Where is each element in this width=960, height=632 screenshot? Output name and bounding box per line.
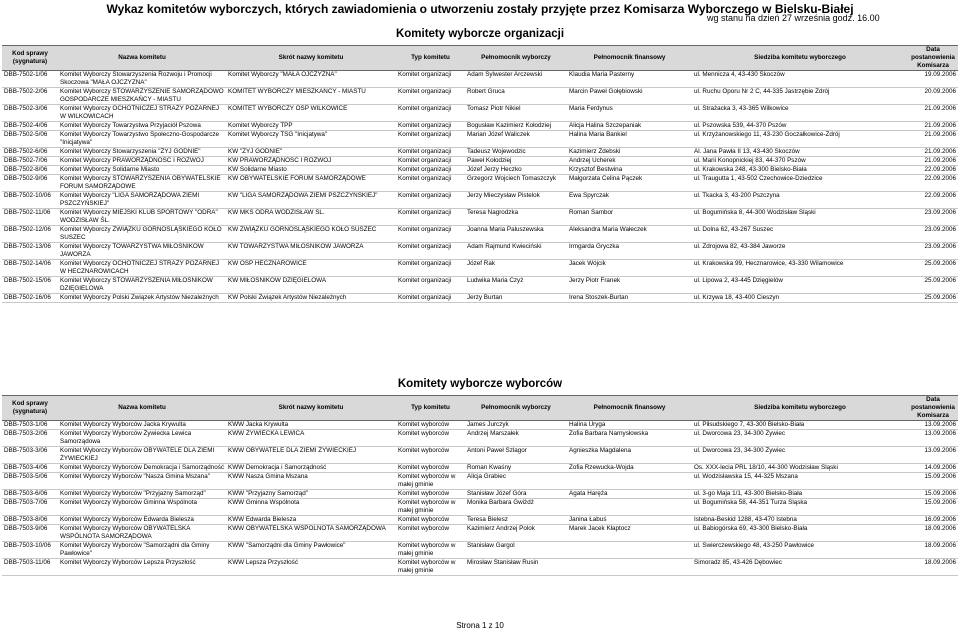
seat-cell: ul. Pszowska 539, 44-370 Pszów [692, 122, 908, 131]
committee-type-cell: Komitet organizacji [396, 277, 465, 294]
committee-name-cell: Komitet Wyborczy Wyborców Demokracja i Samorządność [60, 464, 225, 471]
financial-agent-cell: Marek Jacek Kłaptocz [567, 525, 692, 542]
seat-cell: ul. Tkacka 3, 43-200 Pszczyna [692, 192, 908, 209]
short-name-cell: KWW ŻYWIECKA LEWICA [226, 430, 396, 447]
seat-cell: Al. Jana Pawła II 13, 43-430 Skoczów [692, 148, 908, 157]
financial-agent-cell: Zofia Rzewucka-Wojda [567, 464, 692, 473]
financial-agent-cell: Agata Harężа [567, 490, 692, 499]
case-code-cell: DBB-7502-15/06 [2, 277, 58, 294]
short-name-cell: KW TOWARZYSTWA MIŁOŚNIKÓW JAWORZA [226, 243, 396, 260]
seat-cell: ul. Babiogórska 69, 43-300 Bielsko-Biała [692, 525, 908, 542]
decision-date-cell: 25.09.2006 [908, 260, 958, 277]
short-name-cell: Komitet Wyborczy TSG "Inicjatywa" [226, 131, 396, 148]
case-code-cell: DBB-7503-8/06 [2, 516, 58, 525]
committee-type-cell: Komitet wyborców [396, 464, 465, 473]
committee-name-cell: Komitet Wyborczy STOWARZYSZENIE SAMORZĄDOWO GOSPODARCZE MIESZKAŃCY - MIASTU [58, 88, 226, 105]
short-name-cell: KW "ŻYJ GODNIE" [226, 148, 396, 157]
financial-agent-cell: Agnieszka Magdalena [567, 447, 692, 464]
col-case-code-header: Kod sprawy (sygnatura) [2, 396, 58, 421]
short-name-cell: KOMITET WYBORCZY MIESZKAŃCY - MIASTU [226, 88, 396, 105]
decision-date-cell: 21.09.2006 [908, 105, 958, 122]
financial-agent-cell: Roman Sambor [567, 209, 692, 226]
col-financial-agent-header: Pełnomocnik finansowy [567, 396, 692, 421]
page-title: Wykaz komitetów wyborczych, których zawiadomienia o utworzeniu zostały przyjęte przez Komisarza Wyborczego w Bielsku-Białej [106, 2, 854, 16]
financial-agent-cell: Janina Łabuś [567, 516, 692, 525]
committee-type-cell: Komitet wyborców [396, 430, 465, 447]
table-row [2, 430, 958, 447]
election-agent-cell: Bogusław Kazimierz Kołodziej [465, 122, 567, 131]
decision-date-cell: 13.09.2006 [908, 421, 958, 430]
seat-cell: ul. Lipowa 2, 43-445 Dzięgielów [692, 277, 908, 294]
committee-name-cell: Komitet Wyborczy OCHOTNICZEJ STRAŻY POŻARNEJ W HECZNAROWICACH [58, 260, 226, 277]
committee-type-cell: Komitet organizacji [396, 131, 465, 148]
case-code-cell: DBB-7502-7/06 [2, 157, 58, 166]
financial-agent-cell: Małgorzata Celina Pączek [567, 175, 692, 192]
seat-cell: ul. Zdrojowa 82, 43-384 Jaworze [692, 243, 908, 260]
table-row [2, 559, 958, 576]
committee-type-cell: Komitet organizacji [396, 294, 465, 303]
short-name-cell: KOMITET WYBORCZY OSP WILKOWICE [226, 105, 396, 122]
committee-type-cell: Komitet organizacji [396, 243, 465, 260]
decision-date-cell: 18.09.2006 [908, 525, 958, 542]
col-seat-header: Siedziba komitetu wyborczego [692, 46, 908, 71]
short-name-cell: Komitet Wyborczy TPP [226, 122, 396, 131]
short-name-cell: KWW Gminna Wspólnota [226, 499, 396, 516]
election-agent-cell: Paweł Kołodziej [465, 157, 567, 166]
table-row [2, 473, 958, 490]
organizations-table [2, 45, 958, 303]
decision-date-cell: 21.09.2006 [908, 148, 958, 157]
committee-name-cell: Komitet Wyborczy Solidarne Miasto [58, 166, 226, 175]
financial-agent-cell: Irena Stoszek-Burtan [567, 294, 692, 303]
table-row [2, 499, 958, 516]
short-name-cell: KWW "Przyjazny Samorząd" [226, 490, 396, 499]
table-row [2, 122, 958, 131]
decision-date-cell: 16.09.2006 [908, 516, 958, 525]
table-row [2, 525, 958, 542]
decision-date-cell: 13.09.2006 [908, 430, 958, 447]
short-name-cell: KW OBYWATELSKIE FORUM SAMORZĄDOWE [226, 175, 396, 192]
election-agent-cell: Alicja Grabiec [465, 473, 567, 490]
col-election-agent-header: Pełnomocnik wyborczy [465, 396, 567, 421]
committee-name-cell: Komitet Wyborczy Wyborców Jacka Krywulta [58, 421, 226, 430]
table-row [2, 294, 958, 303]
table-row [2, 192, 958, 209]
case-code-cell: DBB-7502-14/06 [2, 260, 58, 277]
financial-agent-cell [567, 473, 692, 490]
seat-cell: ul. Krzyżanowskiego 11, 43-230 Goczałkowice-Zdrój [692, 131, 908, 148]
financial-agent-cell: Jerzy Piotr Franek [567, 277, 692, 294]
seat-cell: Istebna-Beskid 1288, 43-470 Istebna [692, 516, 908, 525]
financial-agent-cell: Zofia Barbara Narnysłowska [567, 430, 692, 447]
short-name-cell: KWW Demokracja i Samorządność [226, 464, 396, 473]
election-agent-cell: Andrzej Marszałek [465, 430, 567, 447]
committee-name-cell: Komitet Wyborczy OCHOTNICZEJ STRAŻY POŻARNEJ W WILKOWICACH [58, 105, 226, 122]
col-committee-type-header: Typ komitetu [396, 46, 465, 71]
decision-date-cell: 20.09.2006 [908, 88, 958, 105]
seat-cell: Os. XXX-lecia PRL 18/10, 44-300 Wodzisław Śląski [692, 464, 908, 473]
committee-type-cell: Komitet wyborców w małej gminie [396, 542, 465, 559]
case-code-cell: DBB-7503-10/06 [2, 542, 58, 559]
case-code-cell: DBB-7502-3/06 [2, 105, 58, 122]
election-agent-cell: Adam Rajmund Kwieciński [465, 243, 567, 260]
table-row [2, 542, 958, 559]
committee-name-cell: Komitet Wyborczy MIEJSKI KLUB SPORTOWY "ODRA" WODZISŁAW ŚL. [58, 209, 226, 226]
table-row [2, 148, 958, 157]
case-code-cell: DBB-7502-10/06 [2, 192, 58, 209]
short-name-cell: KWW OBYWATELSKA WSPÓLNOTA SAMORZĄDOWA [226, 525, 396, 542]
decision-date-cell: 25.09.2006 [908, 294, 958, 303]
election-agent-cell: Monika Barbara Gwiżdż [465, 499, 567, 516]
case-code-cell: DBB-7502-6/06 [2, 148, 58, 157]
decision-date-cell: 23.09.2006 [908, 243, 958, 260]
election-agent-cell: Mirosław Stanisław Rusin [465, 559, 567, 576]
status-date: wg stanu na dzień 27 września godz. 16.00 [707, 13, 880, 23]
committee-type-cell: Komitet wyborców [396, 447, 465, 464]
financial-agent-cell: Krzysztof Bestwina [567, 166, 692, 175]
seat-cell: Simoradz 85, 43-426 Dębowiec [692, 559, 908, 576]
seat-cell: ul. Dolna 62, 43-267 Suszec [692, 226, 908, 243]
financial-agent-cell: Aleksandra Maria Wałeczek [567, 226, 692, 243]
committee-name-cell: Komitet Wyborczy TOWARZYSTWA MIŁOŚNIKÓW JAWORZA [58, 243, 226, 260]
table-row [2, 421, 958, 430]
financial-agent-cell: Maria Ferdynus [567, 105, 692, 122]
committee-type-cell: Komitet wyborców [396, 516, 465, 525]
committee-type-cell: Komitet organizacji [396, 157, 465, 166]
committee-name-cell: Komitet Wyborczy Towarzystwa Przyjaciół Pszowa [58, 122, 226, 131]
short-name-cell: KW OSP HECZNAROWICE [226, 260, 396, 277]
decision-date-cell: 21.09.2006 [908, 157, 958, 166]
committee-type-cell: Komitet organizacji [396, 226, 465, 243]
short-name-cell: KWW Lepsza Przyszłość [226, 559, 396, 576]
committee-type-cell: Komitet wyborców [396, 525, 465, 542]
seat-cell: ul. Marii Konopnickiej 83, 44-370 Pszów [692, 157, 908, 166]
case-code-cell: DBB-7503-2/06 [2, 430, 58, 447]
case-code-cell: DBB-7503-1/06 [2, 421, 58, 430]
committee-name-cell: Komitet Wyborczy STOWARZYSZENIA MIŁOŚNIKÓW DZIĘGIELOWA [58, 277, 226, 294]
election-agent-cell: Kazimierz Andrzej Polok [465, 525, 567, 542]
seat-cell: ul. Ruchu Oporu Nr 2 C, 44-335 Jastrzębie Zdrój [692, 88, 908, 105]
decision-date-cell: 21.09.2006 [908, 122, 958, 131]
section-title-organizations: Komitety wyborcze organizacji [395, 28, 565, 40]
committee-type-cell: Komitet wyborców [396, 490, 465, 499]
seat-cell: ul. Wodzisławska 15, 44-325 Mszana [692, 473, 908, 490]
case-code-cell: DBB-7502-13/06 [2, 243, 58, 260]
committee-name-cell: Komitet Wyborczy Wyborców Żywiecka Lewica Samorządowa [58, 430, 226, 447]
table-row [2, 243, 958, 260]
table-row [2, 105, 958, 122]
committee-name-cell: Komitet Wyborczy Wyborców OBYWATELSKA WSPÓLNOTA SAMORZĄDOWA [58, 525, 226, 542]
table-row [2, 209, 958, 226]
committee-type-cell: Komitet organizacji [396, 209, 465, 226]
committee-type-cell: Komitet organizacji [396, 122, 465, 131]
election-agent-cell: Robert Gruca [465, 88, 567, 105]
case-code-cell: DBB-7502-12/06 [2, 226, 58, 243]
table-row [2, 490, 958, 499]
section-title-voters: Komitety wyborcze wyborców [397, 378, 563, 390]
committee-type-cell: Komitet wyborców [396, 421, 465, 430]
case-code-cell: DBB-7502-5/06 [2, 131, 58, 148]
committee-name-cell: Komitet Wyborczy Wyborców OBYWATELE DLA ZIEMI ŻYWIECKIEJ [58, 447, 226, 464]
financial-agent-cell: Halina Uryga [567, 421, 692, 430]
decision-date-cell: 22.09.2006 [908, 175, 958, 192]
short-name-cell: KWW Jacka Krywulta [226, 421, 396, 430]
committee-type-cell: Komitet organizacji [396, 175, 465, 192]
case-code-cell: DBB-7502-2/06 [2, 88, 58, 105]
election-agent-cell: Grzegorz Wojciech Tomaszczyk [465, 175, 567, 192]
committee-name-cell: Komitet Wyborczy Towarzystwo Społeczno-Gospodarcze "Inicjatywa" [58, 131, 226, 148]
committee-name-cell: Komitet Wyborczy Wyborców Edwarda Bielesza [58, 516, 226, 525]
seat-cell: ul. Piłsudskiego 7, 43-300 Bielsko-Biała [692, 421, 908, 430]
election-agent-cell: Teresa Nagrodzka [465, 209, 567, 226]
election-agent-cell: Tadeusz Wojewodzic [465, 148, 567, 157]
decision-date-cell: 15.09.2006 [908, 473, 958, 490]
election-agent-cell: Teresa Bielesz [465, 516, 567, 525]
seat-cell: ul. Krzywa 18, 43-400 Cieszyn [692, 294, 908, 303]
committee-type-cell: Komitet organizacji [396, 166, 465, 175]
case-code-cell: DBB-7503-9/06 [2, 525, 58, 542]
election-agent-cell: Stanisław Gargol [465, 542, 567, 559]
seat-cell: ul. Mennicza 4, 43-430 Skoczów [692, 71, 908, 88]
committee-name-cell: Komitet Wyborczy "LIGA SAMORZĄDOWA ZIEMI PSZCZYŃSKIEJ" [58, 192, 226, 209]
short-name-cell: KW Solidarne Miasto [226, 166, 396, 175]
seat-cell: ul. Dworcowa 23, 34-300 Żywiec [692, 430, 908, 447]
election-agent-cell: Antoni Paweł Szlagor [465, 447, 567, 464]
election-agent-cell: Roman Kwaśny [465, 464, 567, 473]
col-committee-name-header: Nazwa komitetu [58, 396, 226, 421]
table-row [2, 226, 958, 243]
table-row [2, 516, 958, 525]
committee-type-cell: Komitet organizacji [396, 148, 465, 157]
case-code-cell: DBB-7502-8/06 [2, 166, 58, 175]
col-decision-date-header: Data postanowienia Komisarza [908, 46, 958, 71]
committee-name-cell: Komitet Wyborczy Wyborców "Samorządni dla Gminy Pawłowice" [58, 542, 226, 559]
col-committee-name-header: Nazwa komitetu [58, 46, 226, 71]
seat-cell: ul. Krakowska 248, 43-300 Bielsko-Biała [692, 166, 908, 175]
decision-date-cell: 15.09.2006 [908, 499, 958, 516]
election-agent-cell: Ludwika Maria Czyż [465, 277, 567, 294]
short-name-cell: KW MIŁOŚNIKÓW DZIĘGIELOWA [226, 277, 396, 294]
election-agent-cell: Józef Jerzy Heczko [465, 166, 567, 175]
case-code-cell: DBB-7503-11/06 [2, 559, 58, 576]
col-short-name-header: Skrót nazwy komitetu [226, 46, 396, 71]
decision-date-cell: 23.09.2006 [908, 209, 958, 226]
table-row [2, 175, 958, 192]
seat-cell: ul. 3-go Maja 1/1, 43-300 Bielsko-Biała [692, 490, 908, 499]
short-name-cell: KWW Edwarda Bielesza [226, 516, 396, 525]
short-name-cell: KW MKS ODRA WODZISŁAW ŚL. [226, 209, 396, 226]
election-agent-cell: Józef Rak [465, 260, 567, 277]
table-row [2, 464, 958, 473]
financial-agent-cell: Irmgarda Gryczka [567, 243, 692, 260]
short-name-cell: KW PRAWORZĄDNOŚĆ I ROZWÓJ [226, 157, 396, 166]
financial-agent-cell [567, 559, 692, 576]
short-name-cell: KWW "Samorządni dla Gminy Pawłowice" [226, 542, 396, 559]
col-financial-agent-header: Pełnomocnik finansowy [567, 46, 692, 71]
committee-type-cell: Komitet organizacji [396, 192, 465, 209]
col-short-name-header: Skrót nazwy komitetu [226, 396, 396, 421]
case-code-cell: DBB-7502-4/06 [2, 122, 58, 131]
seat-cell: ul. Bogumińska 8, 44-300 Wodzisław Śląski [692, 209, 908, 226]
financial-agent-cell: Alicja Halina Szczepaniak [567, 122, 692, 131]
case-code-cell: DBB-7502-11/06 [2, 209, 58, 226]
decision-date-cell: 22.09.2006 [908, 192, 958, 209]
decision-date-cell: 18.09.2006 [908, 559, 958, 576]
page-footer: Strona 1 z 10 [456, 621, 504, 630]
committee-type-cell: Komitet organizacji [396, 71, 465, 88]
case-code-cell: DBB-7502-9/06 [2, 175, 58, 192]
committee-type-cell: Komitet wyborców w małej gminie [396, 499, 465, 516]
committee-name-cell: Komitet Wyborczy Polski Związek Artystów Niezależnych [58, 294, 226, 303]
committee-name-cell: Komitet Wyborczy PRAWORZĄDNOŚĆ I ROZWÓJ [58, 157, 226, 166]
col-seat-header: Siedziba komitetu wyborczego [692, 396, 908, 421]
committee-type-cell: Komitet organizacji [396, 105, 465, 122]
case-code-cell: DBB-7503-4/06 [2, 464, 58, 473]
table-row [2, 88, 958, 105]
case-code-cell: DBB-7503-5/06 [2, 473, 58, 490]
case-code-cell: DBB-7503-6/06 [2, 490, 58, 499]
financial-agent-cell [567, 542, 692, 559]
case-code-cell: DBB-7502-16/06 [2, 294, 58, 303]
financial-agent-cell: Ewa Spyrczak [567, 192, 692, 209]
table-row [2, 447, 958, 464]
decision-date-cell: 22.09.2006 [908, 166, 958, 175]
short-name-cell: KW Polski Związek Artystów Niezależnych [226, 294, 396, 303]
election-agent-cell: Tomasz Piotr Nikiel [465, 105, 567, 122]
financial-agent-cell: Kazimierz Żdebski [567, 148, 692, 157]
short-name-cell: KW "LIGA SAMORZĄDOWA ZIEMI PSZCZYŃSKIEJ" [226, 192, 396, 209]
table-row [2, 260, 958, 277]
financial-agent-cell: Halina Maria Bankiel [567, 131, 692, 148]
financial-agent-cell: Marcin Paweł Gołębiowski [567, 88, 692, 105]
table-row [2, 166, 958, 175]
case-code-cell: DBB-7502-1/06 [2, 71, 58, 88]
committee-name-cell: Komitet Wyborczy ZWIĄZKU GÓRNOŚLĄSKIEGO KOŁO SUSZEC [58, 226, 226, 243]
decision-date-cell: 14.09.2006 [908, 464, 958, 473]
col-case-code-header: Kod sprawy (sygnatura) [2, 46, 58, 71]
decision-date-cell: 19.09.2006 [908, 71, 958, 88]
seat-cell: ul. Dworcowa 23, 34-300 Żywiec [692, 447, 908, 464]
decision-date-cell: 23.09.2006 [908, 226, 958, 243]
election-agent-cell: Jerzy Burtan [465, 294, 567, 303]
election-agent-cell: James Jurczyk [465, 421, 567, 430]
committee-name-cell: Komitet Wyborczy Wyborców "Przyjazny Samorząd" [58, 490, 226, 499]
committee-type-cell: Komitet organizacji [396, 260, 465, 277]
election-agent-cell: Joanna Maria Paluszewska [465, 226, 567, 243]
election-agent-cell: Stanisław Józef Góra [465, 490, 567, 499]
table-row [2, 157, 958, 166]
committee-type-cell: Komitet wyborców w małej gminie [396, 473, 465, 490]
table-row [2, 71, 958, 88]
financial-agent-cell [567, 499, 692, 516]
financial-agent-cell: Andrzej Ucherek [567, 157, 692, 166]
committee-name-cell: Komitet Wyborczy Stowarzyszenia "ŻYJ GODNIE" [58, 148, 226, 157]
committee-name-cell: Komitet Wyborczy Stowarzyszenia Rozwoju i Promocji Skoczowa "MAŁA OJCZYZNA" [58, 71, 226, 88]
col-committee-type-header: Typ komitetu [396, 396, 465, 421]
voters-table [2, 395, 958, 576]
col-election-agent-header: Pełnomocnik wyborczy [465, 46, 567, 71]
col-decision-date-header: Data postanowienia Komisarza [908, 396, 958, 421]
short-name-cell: KWW Nasza Gmina Mszana [226, 473, 396, 490]
table-row [2, 277, 958, 294]
committee-type-cell: Komitet wyborców w małej gminie [396, 559, 465, 576]
financial-agent-cell: Jacek Wójcik [567, 260, 692, 277]
short-name-cell: KW ZWIĄZKU GÓRNOŚLĄSKIEGO KOŁO SUSZEC [226, 226, 396, 243]
election-agent-cell: Adam Sylwester Arczewski [465, 71, 567, 88]
committee-name-cell: Komitet Wyborczy Wyborców Lepsza Przyszłość [58, 559, 226, 576]
seat-cell: ul. Swierczewskiego 48, 43-250 Pawłowice [692, 542, 908, 559]
seat-cell: ul. Krakowska 99, Hecznarowice, 43-330 Wilamowice [692, 260, 908, 277]
committee-type-cell: Komitet organizacji [396, 88, 465, 105]
short-name-cell: KWW OBYWATELE DLA ZIEMI ŻYWIECKIEJ [226, 447, 396, 464]
decision-date-cell: 15.09.2006 [908, 490, 958, 499]
decision-date-cell: 25.09.2006 [908, 277, 958, 294]
committee-name-cell: Komitet Wyborczy STOWARZYSZENIA OBYWATELSKIE FORUM SAMORZĄDOWE [58, 175, 226, 192]
decision-date-cell: 13.09.2006 [908, 447, 958, 464]
case-code-cell: DBB-7503-3/06 [2, 447, 58, 464]
seat-cell: ul. Bogumińska 58, 44-351 Turza Śląska [692, 499, 908, 516]
financial-agent-cell: Klaudia Maria Pasterny [567, 71, 692, 88]
short-name-cell: Komitet Wyborczy "MAŁA OJCZYZNA" [226, 71, 396, 88]
committee-name-cell: Komitet Wyborczy Wyborców "Nasza Gmina Mszana" [58, 473, 226, 490]
table-row [2, 131, 958, 148]
seat-cell: ul. Strażacka 3, 43-365 Wilkowice [692, 105, 908, 122]
seat-cell: ul. Traugutta 1, 43-502 Czechowice-Dziedzice [692, 175, 908, 192]
case-code-cell: DBB-7503-7/06 [2, 499, 58, 516]
election-agent-cell: Marian Józef Waliczek [465, 131, 567, 148]
decision-date-cell: 21.09.2006 [908, 131, 958, 148]
decision-date-cell: 18.09.2006 [908, 542, 958, 559]
election-agent-cell: Jerzy Mieczysław Pistelok [465, 192, 567, 209]
committee-name-cell: Komitet Wyborczy Wyborców Gminna Wspólnota [58, 499, 226, 516]
